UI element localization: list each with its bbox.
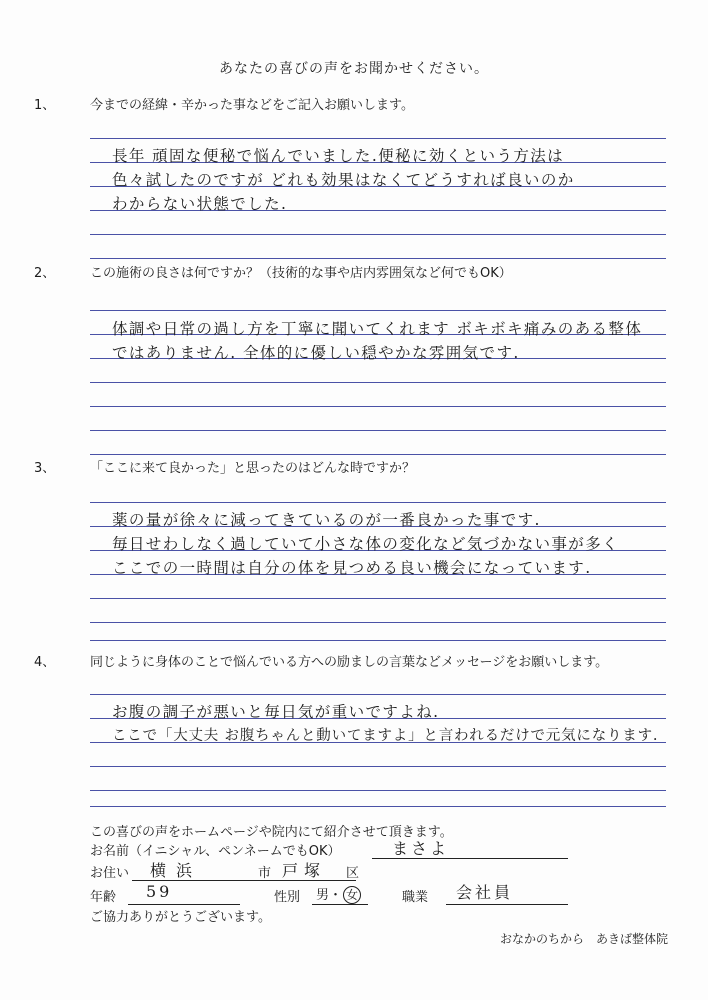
ward-label: 区 — [346, 866, 360, 881]
answer-4-line-2: ここで「大丈夫 お腹ちゃんと動いてますよ」と言われるだけで元気になります. — [112, 728, 659, 744]
answer-rule — [90, 790, 666, 791]
gender-options — [316, 884, 361, 904]
address-city-value: 横浜 — [150, 861, 203, 880]
answer-rule — [90, 598, 666, 599]
answer-rule — [90, 382, 666, 383]
question-4-number: 4、 — [34, 655, 56, 670]
question-2-text: この施術の良さは何ですか？（技術的な事や店内雰囲気など何でもOK） — [90, 266, 512, 281]
gender-male-option: 男 — [316, 888, 330, 903]
answer-2-line-1: 体調や日常の過し方を丁寧に聞いてくれます ボキボキ痛みのある整体 — [112, 320, 643, 338]
answer-rule — [90, 766, 666, 767]
question-2-number: 2、 — [34, 266, 56, 281]
answer-3-line-2: 毎日せわしなく過していて小さな体の変化など気づかない事が多く — [112, 535, 620, 553]
name-underline — [372, 858, 568, 859]
answer-1-line-2: 色々試したのですが どれも効果はなくてどうすれば良いのか — [112, 171, 575, 189]
answer-rule — [90, 234, 666, 235]
gender-separator: ・ — [329, 888, 343, 903]
answer-1-line-3: わからない状態でした. — [112, 195, 288, 213]
answer-3-line-1: 薬の量が徐々に減ってきているのが一番良かった事です. — [112, 511, 541, 529]
age-label: 年齢 — [90, 890, 117, 905]
clinic-name: おなかのちから あきば整体院 — [499, 932, 668, 946]
occupation-value: 会社員 — [456, 883, 514, 902]
answer-2-line-2: ではありません. 全体的に優しい穏やかな雰囲気です. — [112, 344, 520, 362]
name-label: お名前（イニシャル、ペンネームでもOK） — [90, 844, 341, 859]
thanks-message: ご協力ありがとうございます。 — [90, 910, 271, 925]
answer-rule — [90, 310, 666, 311]
answer-4-line-1: お腹の調子が悪いと毎日気が重いですよね. — [112, 703, 440, 721]
question-3 — [34, 457, 415, 476]
question-3-text: 「ここに来て良かった」と思ったのはどんな時ですか？ — [90, 461, 416, 476]
question-3-number: 3、 — [34, 461, 56, 476]
answer-rule — [90, 406, 666, 407]
question-1-number: 1、 — [34, 98, 56, 113]
answer-rule — [90, 258, 666, 259]
question-4-text: 同じように身体のことで悩んでいる方への励ましの言葉などメッセージをお願いします。 — [90, 655, 609, 670]
form-title: あなたの喜びの声をお聞かせください。 — [219, 61, 489, 77]
gender-label: 性別 — [274, 890, 301, 905]
question-1 — [34, 94, 414, 113]
address-ward-value: 戸塚 — [282, 861, 327, 880]
name-value: まさよ — [392, 839, 450, 858]
address-underline — [132, 880, 356, 881]
answer-1-line-1: 長年 頑固な便秘で悩んでいました.便秘に効くという方法は — [112, 147, 565, 165]
answer-rule — [90, 430, 666, 431]
answer-rule — [90, 502, 666, 503]
age-underline — [128, 904, 240, 905]
answer-rule — [90, 454, 666, 455]
occupation-label: 職業 — [402, 890, 429, 905]
city-label: 市 — [258, 866, 272, 881]
answer-rule — [90, 806, 666, 807]
question-2 — [34, 262, 512, 281]
occupation-underline — [446, 904, 568, 905]
gender-underline — [312, 904, 368, 905]
answer-rule — [90, 138, 666, 139]
question-4 — [34, 651, 608, 670]
answer-3-line-3: ここでの一時間は自分の体を見つめる良い機会になっています. — [112, 559, 592, 577]
answer-rule — [90, 640, 666, 641]
gender-female-option-circled: 女 — [343, 886, 361, 904]
answer-rule — [90, 622, 666, 623]
age-value: 59 — [146, 882, 173, 901]
answer-rule — [90, 694, 666, 695]
publication-notice: この喜びの声をホームページや院内にて紹介させて頂きます。 — [90, 825, 453, 840]
address-label: お住い — [90, 866, 130, 881]
question-1-text: 今までの経緯・辛かった事などをご記入お願いします。 — [90, 98, 414, 113]
